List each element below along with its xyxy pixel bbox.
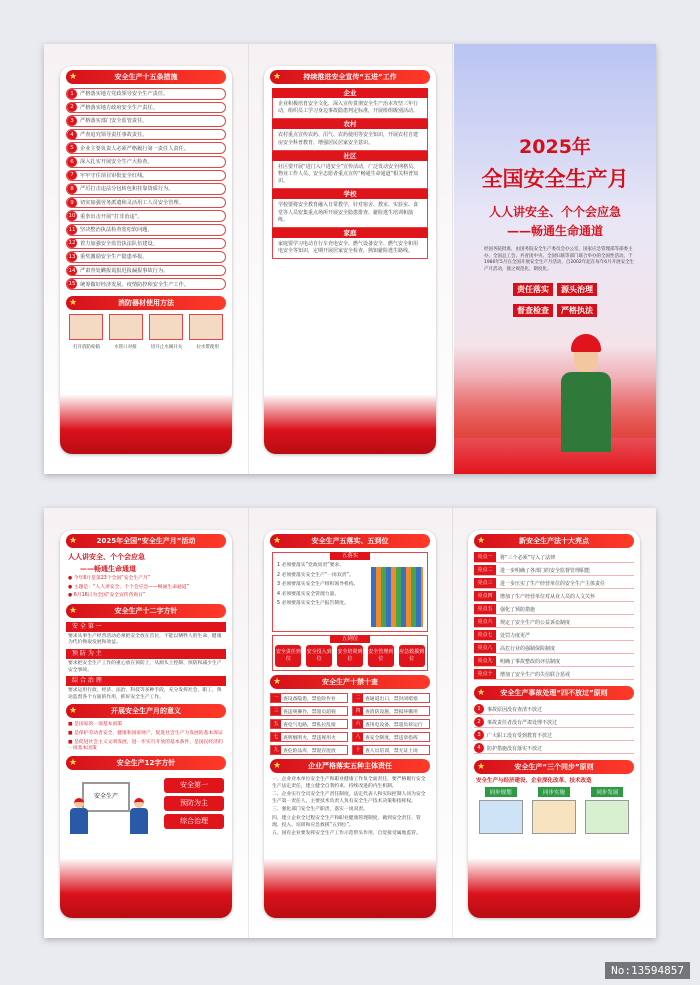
item-text: 统筹做好经济发展、疫情防控和安全生产工作。 (80, 281, 189, 288)
implement-text: 必须要落实“党政同责”要求。 (281, 563, 345, 568)
star-icon: ★ (69, 706, 78, 717)
highlight-item (474, 617, 634, 628)
section-header: ★ 安全生产“三个同步”原则 (474, 760, 634, 774)
three-sync-tags: 同步规划 同步实施 同步发展 (474, 787, 634, 797)
responsibility-text: 五、国有企业要发挥安全生产工作示范带头作用，自觉接受属地监管。 (272, 831, 421, 837)
check-item (352, 745, 430, 755)
item-number: 2 (67, 102, 77, 112)
section-header: ★ 企业严格落实五种主体责任 (270, 759, 430, 773)
principle-text: 广大职工没有受到教育不放过 (487, 732, 553, 739)
section-header: ★ 开展安全生产月的意义 (66, 704, 226, 718)
implement-text: 必须要落实安全生产组织领导机构。 (281, 582, 359, 588)
highlight-item (474, 565, 634, 576)
place-tag: 安全管理到位 (368, 645, 394, 667)
star-icon: ★ (69, 297, 78, 308)
cover-description: 经国务院批准，由国务院安全生产委员会办公室、国家应急管理部等部委主办，全国总工会、共青团中央、全国妇联等部门联合举办的全国性活动。于1980年5月在全国开展安全生产月活动，自2002年起在每年6月开展安全生产月活动，使之规范化、制度化。 (484, 247, 635, 272)
three-sync-illustrations (474, 800, 634, 834)
place-tag: 安全投入到位 (306, 645, 332, 667)
step-illustration (69, 314, 103, 340)
panel-new-law (468, 530, 640, 918)
five-place-box: 五到位 安全责任到位 安全投入到位 安全培训到位 安全管理到位 应急救援到位 (272, 635, 428, 671)
highlight-label: 亮点五 (474, 604, 496, 614)
responsibility-text: 二、企业实行全员安全生产责任制度，法定代表人和实际控制人同为安全生产第一责任人，主要技术负责人负有安全生产技术决策和指挥权。 (272, 792, 426, 804)
check-item (270, 719, 348, 729)
bullet-icon: ● (68, 576, 74, 581)
responsibility-text: 四、建立企业全过程安全生产和职业健康管理制度，做到安全责任、管理、投入、培训和应急救援“五到位”。 (272, 815, 421, 828)
section-header: ★ 安全生产12字方针 (66, 756, 226, 770)
watermark-id: No:13594857 (605, 962, 690, 979)
policy-head: 综 合 治 理 (66, 676, 226, 686)
principle-item (474, 717, 634, 728)
check-text: 查违规操作，禁超员超载 (283, 709, 336, 715)
implement-text: 必须要落实安全生产“一岗双责”。 (281, 572, 354, 578)
list-item (66, 115, 226, 127)
section-text: 农村重点宣传农药、沼气、农药使用等安全知识，开展农村自建房安全科普教育，增强居民居家安全意识。 (272, 129, 428, 150)
policy-head: 预 防 为 主 (66, 649, 226, 659)
check-number: 九 (271, 745, 281, 755)
section-subtitle: 学校 (272, 189, 428, 199)
star-icon: ★ (273, 536, 282, 546)
check-item (352, 719, 430, 729)
bullet-icon: ● (68, 593, 74, 599)
highlight-label: 亮点三 (474, 578, 496, 588)
item-text: 严肃查处瞒报谎报迟报漏报事故行为。 (80, 268, 169, 275)
step-illustration (149, 314, 183, 340)
note-item (68, 576, 224, 583)
item-number: 11 (68, 226, 76, 233)
extinguisher-steps (66, 314, 226, 340)
step-illustration (109, 314, 143, 340)
highlight-text: 高危行业的强制保险制度 (500, 645, 556, 652)
section-text: 社区要开展“进门入户进安全”宣传活动，广泛发动安全网格员、物业工作人员、安全志愿者重点宣传“畅通生命通道”相关科普知识。 (272, 161, 428, 190)
highlight-item (474, 578, 634, 589)
step-illustration (189, 314, 223, 340)
list-item (66, 224, 226, 236)
policy-badges: 安全第一 预防为主 综合治理 (164, 778, 224, 829)
number-badge: 1 (277, 563, 282, 568)
highlight-item (474, 591, 634, 602)
city-skyline (454, 378, 656, 438)
note-item (68, 593, 224, 600)
worker-figure (68, 798, 90, 834)
highlight-label: 亮点九 (474, 656, 496, 666)
check-item (352, 732, 430, 742)
check-number: 七 (271, 732, 281, 742)
list-item (66, 197, 226, 209)
star-icon: ★ (477, 536, 486, 546)
item-text: 严厉打击违法分包转包和挂靠资质行为。 (80, 186, 174, 193)
place-tag: 安全责任到位 (275, 645, 301, 667)
meaning-item (68, 731, 224, 738)
illustration (585, 800, 629, 834)
check-item (352, 706, 430, 716)
item-text: 企业主要负责人必须严格履行第一责任人责任。 (80, 145, 189, 152)
item-text: 重拳出击开展“打非治违”。 (80, 213, 143, 220)
implement-text: 必须要落实安全管理力量。 (281, 591, 340, 597)
list-item (66, 265, 226, 277)
item-text: 切实加强劳务派遣和灵活用工人员安全管理。 (80, 200, 184, 207)
item-number: 6 (67, 157, 77, 167)
worker-figure (128, 798, 150, 834)
highlight-label: 亮点二 (474, 565, 496, 575)
principle-number: 1 (474, 704, 484, 714)
list-item (66, 183, 226, 195)
check-text: 查消防设施，禁损坏挪用 (365, 709, 418, 715)
policy-text: 要求把安全生产工作的重心放在预防上，从源头上控制、预防和减少生产安全事故。 (68, 660, 222, 673)
note-text: 今年6月是第23个全国“安全生产月” (73, 576, 151, 581)
principle-text: 防护措施没有落实不放过 (487, 745, 543, 752)
section-header: ★ 安全生产五落实、五到位 (270, 534, 430, 548)
highlight-text: 增加了生产经营单位对从业人员的人文关怀 (500, 593, 596, 600)
cover-title: 全国安全生产月 (481, 167, 629, 191)
meaning-item (68, 722, 224, 729)
item-text: 严格落实地方政府安全生产责任。 (80, 104, 158, 111)
item-number: 10 (68, 213, 76, 220)
item-number: 1 (67, 89, 77, 99)
implement-item (277, 592, 365, 599)
check-number: 十 (353, 745, 363, 755)
note-text: 6月16日为全国“安全宣传咨询日” (73, 593, 146, 599)
section-header: ★ 安全生产事故处理“四不放过”原则 (474, 686, 634, 700)
highlight-label: 亮点一 (474, 552, 496, 562)
item-text: 坚决整治执法检查宽松软问题。 (80, 227, 153, 234)
illustration (532, 800, 576, 834)
item-number: 9 (67, 198, 77, 208)
place-tag: 应急救援到位 (399, 645, 425, 667)
list-item (66, 156, 226, 168)
policy-text: 要求从事生产经营活动必须把安全放在首位，不能以牺牲人的生命、健康为代价换取发展和效益。 (68, 633, 222, 646)
section-subtitle: 家庭 (272, 228, 428, 238)
section-header: ★ 安全生产十禁十查 (270, 675, 430, 689)
number-badge: 3 (277, 582, 282, 588)
section-header: ★ 新安全生产法十大亮点 (474, 534, 634, 548)
section-subtitle: 农村 (272, 119, 428, 129)
check-text: 查明烟明火，禁违规用火 (283, 735, 336, 741)
item-text: 着力加强安全监管执法队伍建设。 (80, 240, 158, 247)
highlight-label: 亮点十 (474, 669, 496, 679)
section-header: ★ 安全生产十二字方针 (66, 604, 226, 618)
implement-item (277, 563, 365, 570)
list-item (66, 278, 226, 290)
section-text: 学校要将安全教育融入日常教学，针对宿舍、教室、实验室、食堂等人员密集重点场所开展安全隐患排查、避险逃生培训和演练。 (272, 199, 428, 228)
cover-slogan: ——畅通生命通道 (506, 224, 603, 238)
section-subtitle: 社区 (272, 151, 428, 161)
star-icon: ★ (69, 536, 78, 546)
item-number: 13 (68, 253, 76, 260)
number-badge: 2 (277, 572, 282, 578)
highlight-label: 亮点六 (474, 617, 496, 627)
principle-number: 4 (474, 743, 484, 753)
list-item (66, 170, 226, 182)
implement-item (277, 573, 365, 580)
item-text: 牢牢守住项目审批安全红线。 (80, 172, 148, 179)
meaning-text: 是国家的一项基本国策 (74, 722, 123, 728)
place-tag: 安全培训到位 (337, 645, 363, 667)
highlight-text: 明确了事故整改的评估制度 (500, 658, 561, 665)
check-item (270, 693, 348, 703)
principle-item (474, 730, 634, 741)
list-item (66, 88, 226, 100)
highlight-text: 进一步明确了各部门的安全监督管理职能 (500, 567, 591, 574)
highlight-text: 将“三个必须”写入了法律 (500, 554, 556, 561)
bullet-icon: ■ (68, 730, 75, 736)
worker-illustration (556, 334, 616, 454)
meaning-text: 是保护劳动者安全、健康和国家财产，促进社会生产力发展的基本保证 (74, 730, 223, 736)
bullet-icon: ● (68, 584, 74, 590)
highlight-item (474, 552, 634, 563)
slogan: 人人讲安全、个个会应急 (68, 553, 145, 561)
item-number: 5 (67, 143, 77, 153)
principle-text: 事故责任者没有严肃处理不放过 (487, 719, 558, 726)
principle-number: 3 (474, 730, 484, 740)
cover-panel (454, 44, 656, 474)
star-icon: ★ (69, 757, 78, 768)
list-item (66, 102, 226, 114)
implement-item (277, 601, 365, 608)
illustration (479, 800, 523, 834)
highlight-item (474, 669, 634, 680)
item-number: 8 (67, 184, 77, 194)
slogan: ——畅通生命通道 (80, 565, 136, 573)
item-number: 14 (68, 267, 76, 274)
sign-board: 安全生产 (82, 782, 130, 812)
item-text: 重奖激励安全生产隐患举报。 (80, 254, 148, 261)
highlight-text: 规定了安全生产的公益诉讼制度 (500, 619, 571, 626)
principle-item (474, 704, 634, 715)
list-item (66, 238, 226, 250)
brochure-outside (44, 44, 656, 474)
check-number: 八 (353, 732, 363, 742)
star-icon: ★ (477, 688, 486, 698)
check-number: 一 (271, 693, 281, 703)
note-text: 主题是：“人人讲安全、个个会应急——畅通生命通道” (73, 584, 190, 590)
cover-year: 2025年 (519, 136, 591, 158)
star-icon: ★ (69, 72, 78, 82)
policy-illustration (60, 774, 232, 844)
highlight-item (474, 630, 634, 641)
item-number: 3 (67, 116, 77, 126)
highlight-text: 处罚力度更严 (500, 632, 531, 639)
meaning-item (68, 740, 224, 753)
five-implement-box: 五落实 1 必须要落实“党政同责”要求。 2 必须要落实安全生产“一岗双责”。 3 必须要落实安全生产组织领导机构。 4 必须要落实安全管理力量。 5 必须要落实安全生产报告制度。 (272, 552, 428, 632)
panel-safety-month (60, 530, 232, 918)
highlight-text: 增加了安全生产的失信联合惩戒 (500, 671, 571, 678)
item-number: 12 (68, 240, 76, 247)
item-number: 7 (67, 170, 77, 180)
star-icon: ★ (477, 762, 486, 772)
highlight-item (474, 643, 634, 654)
list-item (66, 251, 226, 263)
number-badge: 5 (277, 601, 282, 607)
check-number: 五 (271, 719, 281, 729)
check-item (352, 693, 430, 703)
check-text: 查设备隐患，禁危险作业 (283, 696, 336, 702)
star-icon: ★ (273, 72, 282, 82)
check-item (270, 732, 348, 742)
check-text: 查用电设备，禁超负荷运行 (365, 722, 423, 728)
brochure-inside (44, 508, 656, 938)
highlight-item (474, 656, 634, 667)
policy-text: 要求运用行政、经济、法治、科技等多种手段，充分发挥社会、职工、舆论监督各个方面的作用，抓好安全生产工作。 (68, 688, 222, 700)
highlight-item (474, 604, 634, 615)
section-header: ★ 持续推进安全宣传“五进”工作 (270, 70, 430, 84)
meaning-text: 是促进社会主义文明发展，进一步实行开放的基本条件，是国民经济的一项基本国策 (68, 739, 223, 752)
check-text: 查电气电路，禁私拉乱接 (283, 722, 336, 728)
highlight-label: 亮点八 (474, 643, 496, 653)
workers-group-illustration (371, 567, 423, 627)
responsibility-text: 三、强化部门安全生产职责，落实一岗双责。 (272, 807, 368, 813)
highlight-label: 亮点四 (474, 591, 496, 601)
check-text: 查安全制度，禁违章指挥 (365, 735, 418, 741)
item-number: 15 (68, 281, 76, 288)
highlight-label: 亮点七 (474, 630, 496, 640)
policy-head: 安 全 第 一 (66, 622, 226, 632)
check-item (270, 745, 348, 755)
check-number: 四 (353, 706, 363, 716)
bullet-icon: ■ (68, 739, 75, 745)
three-sync-desc: 安全生产与经济建设、企业深化改革、技术改造 (476, 778, 592, 784)
check-item (270, 706, 348, 716)
cover-slogan: 人人讲安全、个个会应急 (488, 205, 621, 219)
section-header: ★ 2025年全国“安全生产月”活动 (66, 534, 226, 548)
item-text: 严格落实地方党政领导安全生产责任。 (80, 91, 169, 98)
highlight-text: 进一步压实了生产经营单位的安全生产主体责任 (500, 580, 606, 587)
principle-number: 2 (474, 717, 484, 727)
number-badge: 4 (277, 591, 282, 597)
panel-five-five (264, 530, 436, 918)
note-item (68, 585, 224, 592)
item-text: 严查追究领导责任事故责任。 (80, 132, 148, 139)
section-header: ★ 安全生产十五条措施 (66, 70, 226, 84)
section-subtitle: 企业 (272, 88, 428, 98)
panel-fifteen-measures (60, 66, 232, 454)
item-text: 严格落实部门安全监管责任。 (80, 118, 148, 125)
check-number: 三 (271, 706, 281, 716)
cover-tags: 责任落实 源头治理 督查检查 严格执法 (454, 277, 656, 319)
star-icon: ★ (273, 761, 282, 771)
principle-item (474, 743, 634, 754)
check-text: 查危险品库，禁混存混放 (283, 748, 336, 754)
implement-item (277, 582, 365, 589)
panel-five-into (264, 66, 436, 454)
list-item (66, 210, 226, 222)
check-number: 二 (353, 693, 363, 703)
star-icon: ★ (273, 677, 282, 687)
highlight-text: 强化了预防措施 (500, 606, 536, 613)
list-item (66, 142, 226, 154)
section-text: 家庭要学习电动自行车充电安全、燃气设备安全、燃气安全和用电安全等知识，定期开展居家安全检查，熟知避险逃生路线。 (272, 238, 428, 259)
list-item (66, 129, 226, 141)
section-text: 企业积极培育安全文化，深入宣传贯彻安全生产治本攻坚三年行动，组织员工学习身边事故隐患判定标准，开展班组级别活动。 (272, 98, 428, 119)
hydrant-steps: 打开消防栓箱 水管口对接 切开止水阀开关 拉水带使用 (73, 344, 219, 350)
check-text: 查通道出口，禁封闭堵塞 (365, 696, 418, 702)
check-text: 查人员培训，禁无证上岗 (365, 748, 418, 754)
responsibility-text: 一、企业对本单位安全生产和职业健康工作负全面责任，要严格履行安全生产法定责任，建立健全自我约束、持续改进的内生机制。 (272, 777, 426, 789)
bullet-icon: ■ (68, 722, 75, 728)
check-number: 六 (353, 719, 363, 729)
principle-text: 事故原因没有查清不放过 (487, 706, 543, 713)
item-text: 深入扎实开展安全生产大检查。 (80, 159, 153, 166)
implement-text: 必须要落实安全生产报告制度。 (281, 601, 349, 607)
item-number: 4 (67, 130, 77, 140)
star-icon: ★ (69, 605, 78, 616)
section-header: ★ 消防器材使用方法 (66, 296, 226, 310)
